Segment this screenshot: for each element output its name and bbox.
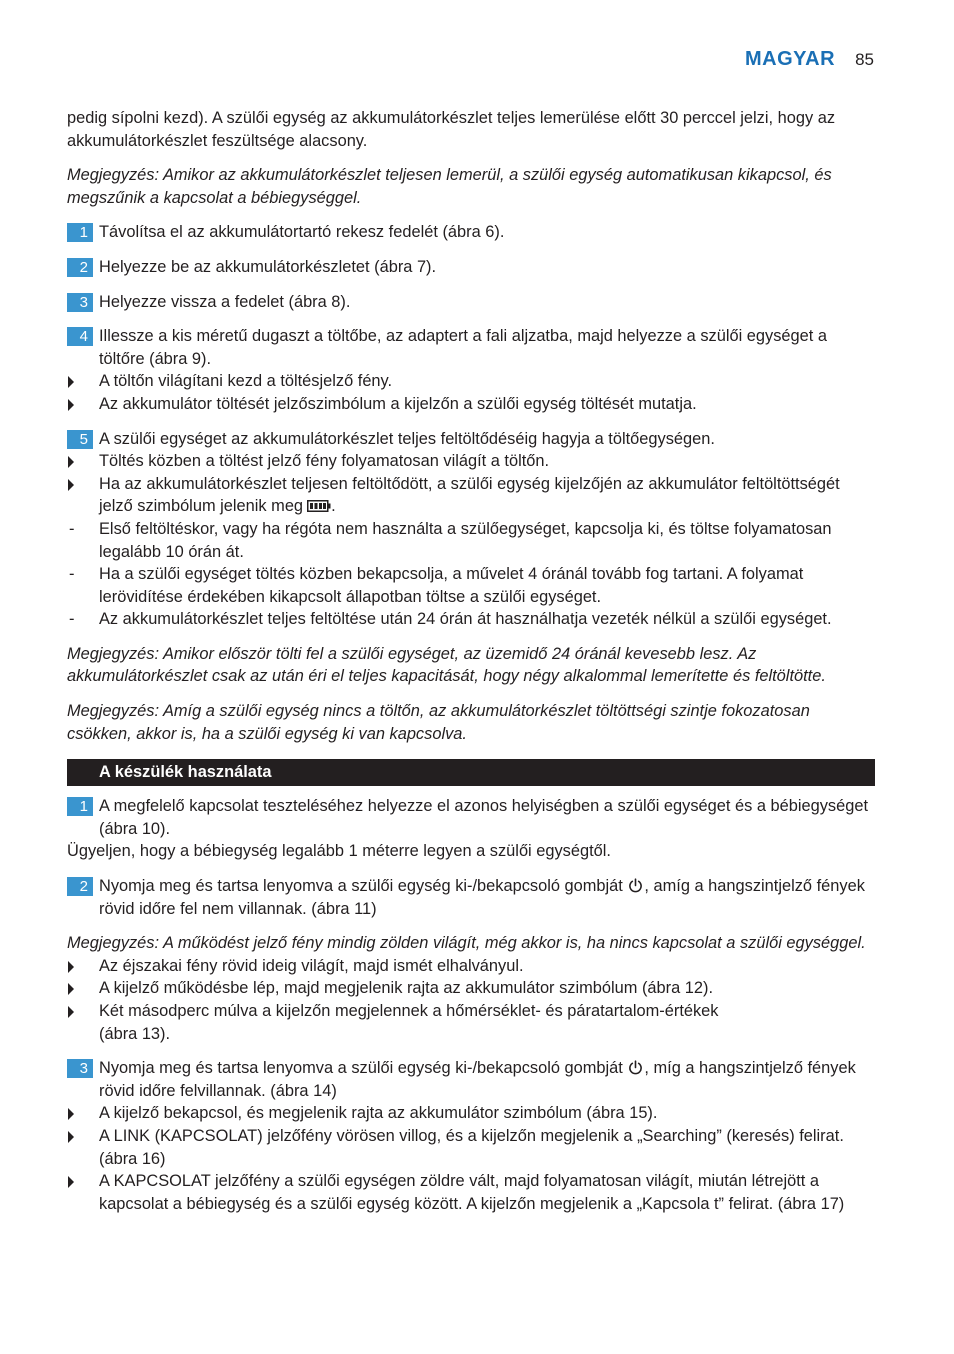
power-icon [628,878,643,893]
list-item: - Az akkumulátorkészlet teljes feltöltése után 24 órán át használhatja vezeték nélkül a szülői egységet. [67,608,875,631]
list-item: A KAPCSOLAT jelzőfény a szülői egységen zöldre vált, majd folyamatosan világít, miután létrejött a kapcsolat a bébiegység és a szülői egység között. A kijelzőn megjelenik a „Kapcsola t” felirat. (ábra 17) [67,1170,875,1215]
dash-marker: - [69,565,75,584]
triangle-bullet-icon [68,399,74,411]
install-step-4 [67,325,875,370]
usage-distance-note: Ügyeljen, hogy a bébiegység legalább 1 méterre legyen a szülői egységtől. [67,842,611,861]
step-number: 1 [67,223,93,242]
usage-step-2: 2 Nyomja meg és tartsa lenyomva a szülői egység ki-/bekapcsoló gombját , amíg a hangszintjelző fények rövid időre fel nem villannak. (ábra 11) [67,875,875,920]
intro-paragraph: pedig sípolni kezd). A szülői egység az akkumulátorkészlet teljes lemerülése előtt 30 perccel jelzi, hogy az akkumulátorkészlet feszültsége alacsony. [67,109,836,150]
step-number: 1 [67,797,93,816]
step-number: 3 [67,293,93,312]
step-text: Helyezze vissza a fedelet (ábra 8). [99,292,351,311]
list-item: A kijelző bekapcsol, és megjelenik rajta az akkumulátor szimbólum (ábra 15). [67,1102,875,1125]
dash-marker: - [69,610,75,629]
note-battery-empty: Megjegyzés: Amikor az akkumulátorkészlet teljesen lemerül, a szülői egység automatikusan kikapcsol, és megszűnik a kapcsolat a bébiegységgel. [67,166,832,207]
install-step-1 [67,221,875,244]
list-item: A kijelző működésbe lép, majd megjelenik rajta az akkumulátor szimbólum (ábra 12). [67,977,875,1000]
note-power-light: Megjegyzés: A működést jelző fény mindig zölden világít, még akkor is, ha nincs kapcsolat a szülői egységgel. [67,934,866,953]
section-heading: A készülék használata [67,759,875,786]
list-item: - Ha a szülői egységet töltés közben bekapcsolja, a művelet 4 óránál tovább fog tartani. A folyamat lerövidítése érdekében kikapcsolt állapotban töltse a szülői egységet. [69,565,804,606]
step-text: Távolítsa el az akkumulátortartó rekesz fedelét (ábra 6). [99,223,505,242]
list-item: A töltőn világítani kezd a töltésjelző fény. [67,370,875,393]
step-text: A megfelelő kapcsolat teszteléséhez helyezze el azonos helyiségben a szülői egységet és a bébiegységet (ábra 10). [99,797,869,838]
step-number: 2 [67,258,93,277]
battery-full-icon [307,500,331,512]
step-number: 3 [67,1059,93,1078]
install-step-2 [67,256,875,279]
usage-step-3: 3 Nyomja meg és tartsa lenyomva a szülői egység ki-/bekapcsoló gombját , míg a hangszintjelző fények rövid időre felvillannak. (ábra 14) [67,1057,875,1102]
triangle-bullet-icon [68,479,74,491]
dash-marker: - [69,519,75,538]
list-item: A LINK (KAPCSOLAT) jelzőfény vörösen villog, és a kijelzőn megjelenik a „Searching” (keresés) felirat. (ábra 16) [67,1125,875,1170]
install-step-3 [67,291,875,314]
triangle-bullet-icon [68,1108,74,1120]
step-number: 2 [67,877,93,896]
language-label: MAGYAR [745,48,836,70]
triangle-bullet-icon [68,376,74,388]
note-off-charger: Megjegyzés: Amíg a szülői egység nincs a töltőn, az akkumulátorkészlet töltöttségi szintje fokozatosan csökken, akkor is, ha a szülői egység ki van kapcsolva. [67,702,810,743]
install-step-5 [67,428,875,451]
list-item: Az éjszakai fény rövid ideig világít, majd ismét elhalványul. [67,955,875,978]
triangle-bullet-icon [68,456,74,468]
triangle-bullet-icon [68,1131,74,1143]
list-item: Az akkumulátor töltését jelzőszimbólum a kijelzőn a szülői egység töltését mutatja. [67,393,875,416]
power-icon [628,1060,643,1075]
step-number: 5 [67,430,93,449]
list-item: Ha az akkumulátorkészlet teljesen feltöltődött, a szülői egység kijelzőjén az akkumulátor feltöltöttségét jelző szimbólum jelenik meg . [67,473,875,518]
page-content [67,107,875,1215]
triangle-bullet-icon [68,1006,74,1018]
step-text: Illessze a kis méretű dugaszt a töltőbe, az adaptert a fali aljzatba, majd helyezze a szülői egységet a töltőre (ábra 9). [99,327,827,368]
step-number: 4 [67,327,93,346]
page-header [745,48,874,71]
triangle-bullet-icon [68,983,74,995]
triangle-bullet-icon [68,1176,74,1188]
list-item: Töltés közben a töltést jelző fény folyamatosan világít a töltőn. [67,450,875,473]
step-text: Helyezze be az akkumulátorkészletet (ábra 7). [99,257,437,276]
triangle-bullet-icon [68,961,74,973]
step-text: A szülői egységet az akkumulátorkészlet teljes feltöltődéséig hagyja a töltőegységen. [99,429,715,448]
list-item: Két másodperc múlva a kijelzőn megjelennek a hőmérséklet- és páratartalom-értékek (ábra 13). [67,1000,875,1045]
list-item: - Első feltöltéskor, vagy ha régóta nem használta a szülőegységet, kapcsolja ki, és töltse folyamatosan legalább 10 órán át. [69,519,832,561]
page-number: 85 [855,50,874,69]
usage-step-1 [67,795,875,840]
note-first-charge: Megjegyzés: Amikor először tölti fel a szülői egységet, az üzemidő 24 óránál kevesebb lesz. Az akkumulátorkészlet csak az után éri el teljes kapacitását, hogy négy alkalommal lemerítette és feltöltötte. [67,644,826,686]
